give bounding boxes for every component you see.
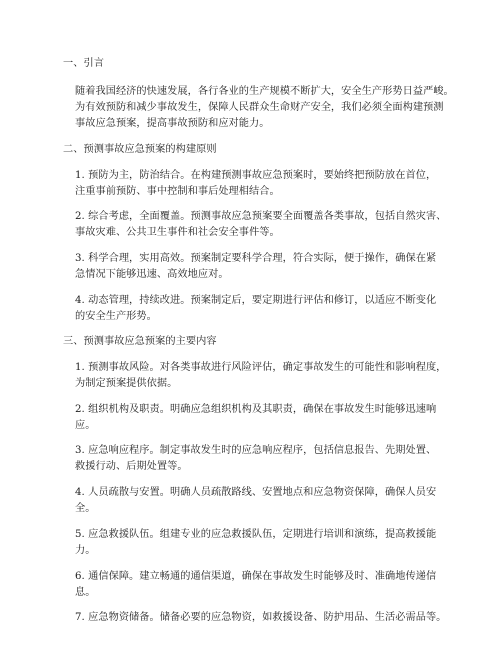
list-item-line: 应。 [75,420,96,431]
list-item-line: 急情况下能够迅速、高效地应对。 [75,269,229,280]
list-item-line: 3. 应急响应程序。制定事故发生时的应急响应程序，包括信息报告、先期处置、 [75,445,437,456]
paragraph-line: 事故应急预案，提高事故预防和应对能力。 [75,118,270,129]
list-item-line: 救援行动、后期处置等。 [75,461,188,472]
list-item-line: 为制定预案提供依据。 [75,378,178,389]
list-item-line: 1. 预防为主，防治结合。在构建预测事故应急预案时，要始终把预防放在首位， [75,170,437,181]
paragraph-line: 随着我国经济的快速发展，各行各业的生产规模不断扩大，安全生产形势日益严峻。 [75,86,454,97]
list-item-line: 的安全生产形势。 [75,311,157,322]
section-heading-introduction: 一、引言 [63,58,104,69]
list-item-line: 5. 应急救援队伍。组建专业的应急救援队伍，定期进行培训和演练，提高救援能 [75,529,437,540]
paragraph-line: 为有效预防和减少事故发生，保障人民群众生命财产安全，我们必须全面构建预测 [75,102,444,113]
list-item-line: 息。 [75,587,96,598]
list-item-line: 2. 综合考虑，全面覆盖。预测事故应急预案要全面覆盖各类事故，包括自然灾害、 [75,211,447,222]
list-item-line: 2. 组织机构及职责。明确应急组织机构及其职责，确保在事故发生时能够迅速响 [75,404,437,415]
list-item-line: 力。 [75,545,96,556]
list-item-line: 事故灾难、公共卫生事件和社会安全事件等。 [75,227,280,238]
list-item-line: 全。 [75,503,96,514]
list-item-line: 6. 通信保障。建立畅通的通信渠道，确保在事故发生时能够及时、准确地传递信 [75,571,437,582]
section-heading-principles: 二、预测事故应急预案的构建原则 [63,144,217,155]
list-item-line: 3. 科学合理，实用高效。预案制定要科学合理，符合实际，便于操作，确保在紧 [75,253,437,264]
list-item-line: 4. 人员疏散与安置。明确人员疏散路线、安置地点和应急物资保障，确保人员安 [75,487,437,498]
list-item-line: 4. 动态管理，持续改进。预案制定后，要定期进行评估和修订，以适应不断变化 [75,295,437,306]
list-item-line: 1. 预测事故风险。对各类事故进行风险评估，确定事故发生的可能性和影响程度， [75,362,447,373]
list-item-line: 7. 应急物资储备。储备必要的应急物资，如救援设备、防护用品、生活必需品等。 [75,612,447,623]
list-item-line: 注重事前预防、事中控制和事后处理相结合。 [75,186,280,197]
section-heading-content: 三、预测事故应急预案的主要内容 [63,336,217,347]
